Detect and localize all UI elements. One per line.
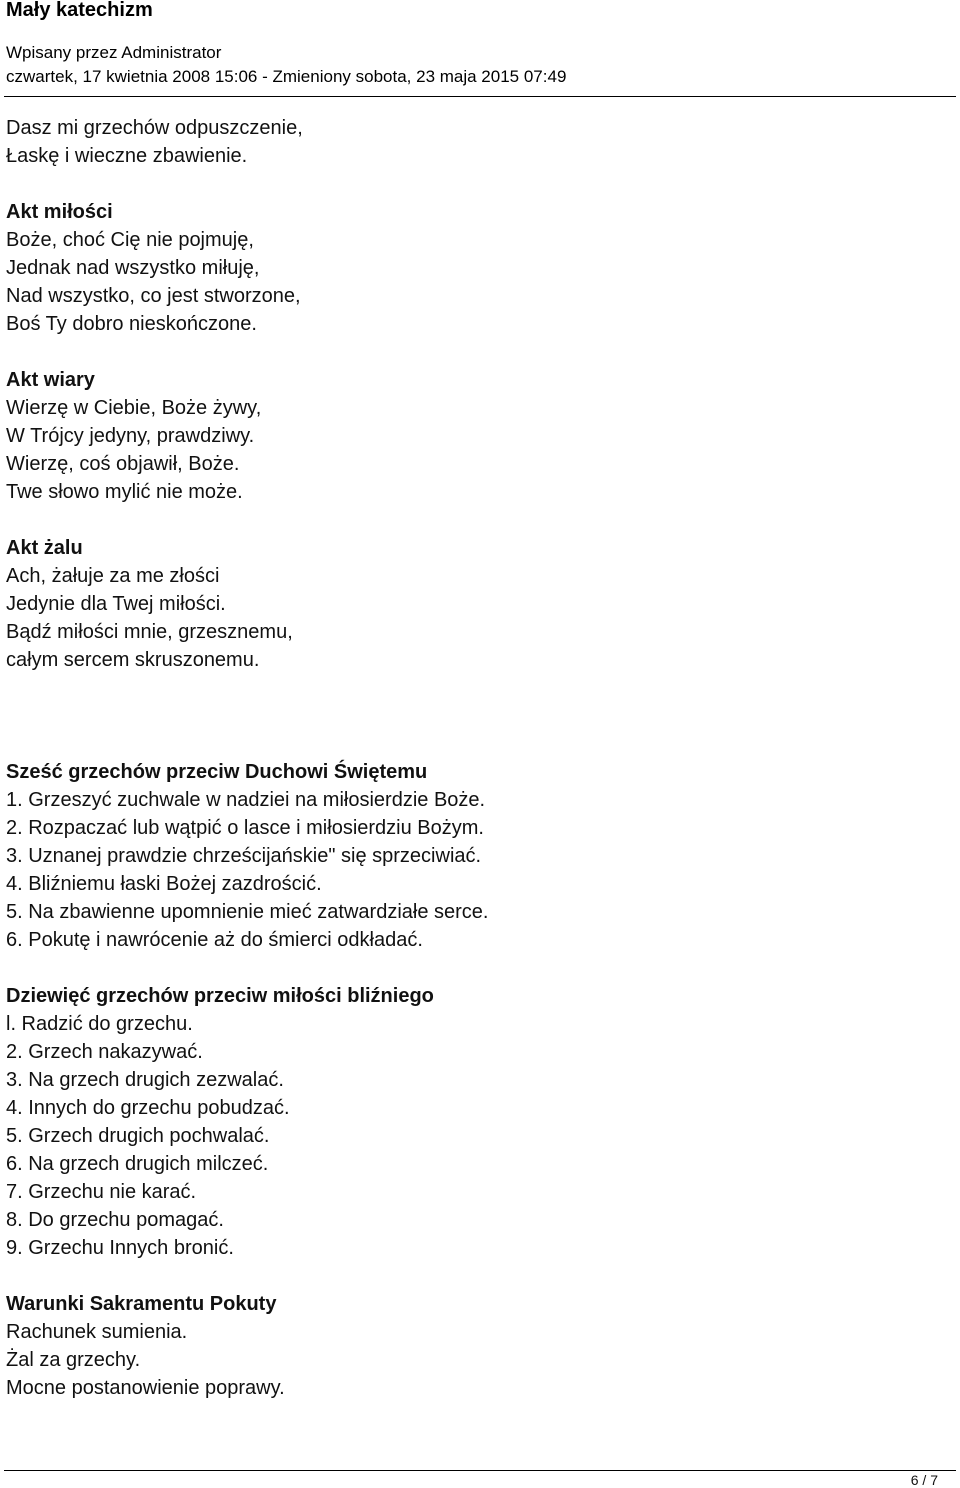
list-item: 2. Rozpaczać lub wątpić o lasce i miłosierdziu Bożym.	[6, 817, 484, 839]
section-heading: Warunki Sakramentu Pokuty	[6, 1293, 277, 1315]
list-item: 5. Na zbawienne upomnienie mieć zatwardziałe serce.	[6, 901, 489, 923]
list-item: 6. Na grzech drugich milczeć.	[6, 1153, 269, 1175]
article-meta	[6, 41, 954, 89]
list-item: 7. Grzechu nie karać.	[6, 1181, 197, 1203]
list-item: 2. Grzech nakazywać.	[6, 1041, 203, 1063]
article-body	[6, 114, 946, 1402]
text-line: Twe słowo mylić nie może.	[6, 481, 243, 503]
section-heading: Akt miłości	[6, 201, 113, 223]
page-header	[6, 0, 954, 89]
section-szesc-grzechow	[6, 758, 946, 954]
section-heading: Akt żalu	[6, 537, 83, 559]
section-akt-zalu	[6, 534, 946, 674]
section-heading: Sześć grzechów przeciw Duchowi Świętemu	[6, 761, 428, 783]
author-line: Wpisany przez Administrator	[6, 43, 222, 62]
text-line: Łaskę i wieczne zbawienie.	[6, 145, 248, 167]
text-line: Jedynie dla Twej miłości.	[6, 593, 226, 615]
text-line: Dasz mi grzechów odpuszczenie,	[6, 117, 303, 139]
text-line: Wierzę, coś objawił, Boże.	[6, 453, 240, 475]
text-line: całym sercem skruszonemu.	[6, 649, 260, 671]
section-heading: Akt wiary	[6, 369, 95, 391]
date-line: czwartek, 17 kwietnia 2008 15:06 - Zmieniony sobota, 23 maja 2015 07:49	[6, 67, 567, 86]
list-item: 9. Grzechu Innych bronić.	[6, 1237, 234, 1259]
list-item: l. Radzić do grzechu.	[6, 1013, 193, 1035]
text-line: Żal za grzechy.	[6, 1349, 141, 1371]
text-line: Ach, żałuje za me złości	[6, 565, 220, 587]
list-item: 3. Na grzech drugich zezwalać.	[6, 1069, 284, 1091]
page-title: Mały katechizm	[6, 0, 153, 21]
text-line: Boże, choć Cię nie pojmuję,	[6, 229, 254, 251]
text-line: W Trójcy jedyny, prawdziwy.	[6, 425, 255, 447]
footer-divider	[4, 1470, 956, 1471]
header-divider	[4, 96, 956, 97]
list-item: 4. Innych do grzechu pobudzać.	[6, 1097, 290, 1119]
text-line: Wierzę w Ciebie, Boże żywy,	[6, 397, 262, 419]
text-line: Jednak nad wszystko miłuję,	[6, 257, 260, 279]
section-heading: Dziewięć grzechów przeciw miłości bliźniego	[6, 985, 434, 1007]
text-line: Boś Ty dobro nieskończone.	[6, 313, 257, 335]
section-akt-milosci	[6, 198, 946, 338]
list-item: 5. Grzech drugich pochwalać.	[6, 1125, 270, 1147]
list-item: 6. Pokutę i nawrócenie aż do śmierci odkładać.	[6, 929, 423, 951]
section-dziewiec-grzechow	[6, 982, 946, 1262]
page-number: 6 / 7	[910, 1472, 938, 1488]
text-line: Bądź miłości mnie, grzesznemu,	[6, 621, 293, 643]
text-line: Nad wszystko, co jest stworzone,	[6, 285, 301, 307]
intro-section	[6, 114, 946, 170]
list-item: 4. Bliźniemu łaski Bożej zazdrościć.	[6, 873, 322, 895]
list-item: 8. Do grzechu pomagać.	[6, 1209, 224, 1231]
section-warunki	[6, 1290, 946, 1402]
text-line: Mocne postanowienie poprawy.	[6, 1377, 285, 1399]
list-item: 1. Grzeszyć zuchwale w nadziei na miłosierdzie Boże.	[6, 789, 486, 811]
list-item: 3. Uznanej prawdzie chrześcijańskie" się sprzeciwiać.	[6, 845, 482, 867]
text-line: Rachunek sumienia.	[6, 1321, 188, 1343]
section-akt-wiary	[6, 366, 946, 506]
